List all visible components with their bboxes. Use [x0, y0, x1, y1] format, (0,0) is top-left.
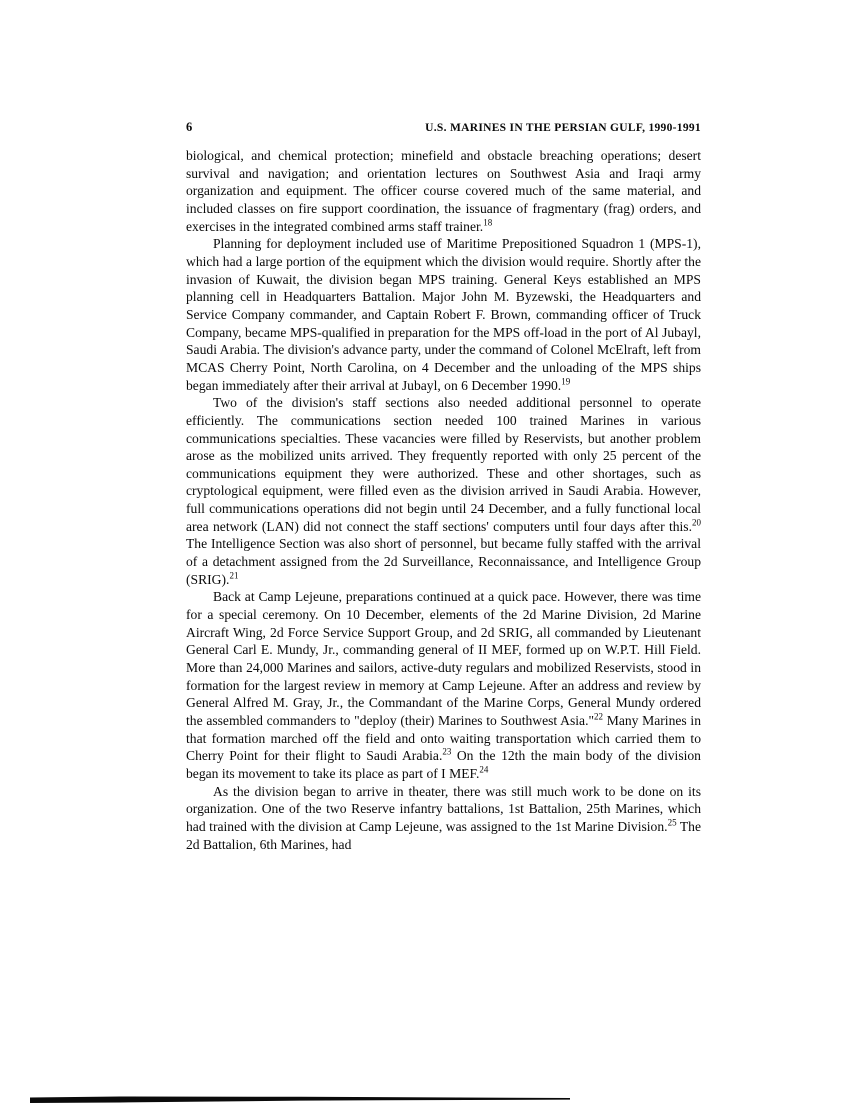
- paragraph: [186, 588, 701, 782]
- paragraph: [186, 783, 701, 854]
- scan-artifact-bar: [0, 1090, 864, 1107]
- footnote-reference: 23: [442, 746, 452, 757]
- paragraph-text: The 2d Battalion, 6th Marines, had: [186, 818, 701, 852]
- paragraph-text: Back at Camp Lejeune, preparations continued at a quick pace. However, there was time for a special ceremony. On 10 December, elements of the 2d Marine Division, 2d Marine Aircraft Wing, 2d Force Service Support Group, and 2d SRIG, all commanded by Lieutenant General Carl E. Mundy, Jr., commanding general of II MEF, formed up on W.P.T. Hill Field. More than 24,000 Marines and sailors, active-duty regulars and mobilized Reservists, stood in formation for the largest review in memory at Camp Lejeune. After an address and review by General Alfred M. Gray, Jr., the Commandant of the Marine Corps, General Mundy ordered the assembled commanders to "deploy (their) Marines to Southwest Asia.": [186, 589, 701, 728]
- page-number: 6: [186, 120, 193, 134]
- text-block: [186, 147, 701, 853]
- running-title: U.S. MARINES IN THE PERSIAN GULF, 1990-1991: [425, 122, 701, 134]
- scan-artifact-bar-shape: [30, 1097, 570, 1104]
- paragraph: [186, 235, 701, 394]
- footnote-reference: 25: [667, 817, 677, 828]
- footnote-reference: 24: [479, 764, 489, 775]
- paragraph: [186, 394, 701, 588]
- footnote-reference: 19: [561, 376, 571, 386]
- footnote-reference: 20: [692, 517, 701, 528]
- footnote-reference: 21: [229, 570, 239, 581]
- paragraph-text: biological, and chemical protection; minefield and obstacle breaching operations; desert survival and navigation; and orientation lectures on Southwest Asia and Iraqi army organization and equipment. The officer course covered much of the same material, and included classes on fire support coordination, the issuance of fragmentary (frag) orders, and exercises in the integrated combined arms staff trainer.: [186, 148, 701, 234]
- paragraph-text: Many Marines in that formation marched off the field and onto waiting transportation which carried them to Cherry Point for their flight to Saudi Arabia.: [186, 713, 701, 764]
- paragraph: [186, 147, 701, 235]
- footnote-reference: 18: [483, 217, 493, 228]
- paragraph-text: As the division began to arrive in theater, there was still much work to be done on its organization. One of the two Reserve infantry battalions, 1st Battalion, 25th Marines, which had trained with the division at Camp Lejeune, was assigned to the 1st Marine Division.: [186, 783, 701, 834]
- running-header: [186, 120, 701, 135]
- paragraph-text: On the 12th the main body of the division began its movement to take its place as part of I MEF.: [186, 748, 701, 781]
- paragraph-text: Planning for deployment included use of Maritime Prepositioned Squadron 1 (MPS-1), which had a large portion of the equipment which the division would require. Shortly after the invasion of Kuwait, the division began MPS training. General Keys established an MPS planning cell in Headquarters Battalion. Major John M. Byzewski, the Headquarters and Service Company commander, and Captain Robert F. Brown, commanding officer of Truck Company, became MPS-qualified in preparation for the MPS off-load in the port of Al Jubayl, Saudi Arabia. The division's advance party, under the command of Colonel McElraft, left from MCAS Cherry Point, North Carolina, on 4 December and the unloading of the MPS ships began immediately after their arrival at Jubayl, on 6 December 1990.: [186, 236, 701, 393]
- paragraph-text: Two of the division's staff sections also needed additional personnel to operate efficiently. The communications section needed 100 trained Marines in various communications specialties. These vacancies were filled by Reservists, but another problem arose as the mobilized units arrived. They frequently reported with only 25 percent of the communications equipment they were authorized. These and other shortages, such as cryptological equipment, were filled even as the division arrived in Saudi Arabia. However, full communications operations did not begin until 24 December, and a fully functional local area network (LAN) did not connect the staff sections' computers until four days after this.: [186, 395, 701, 534]
- footnote-reference: 22: [594, 711, 604, 722]
- paragraph-text: The Intelligence Section was also short of personnel, but became fully staffed with the arrival of a detachment assigned from the 2d Surveillance, Reconnaissance, and Intelligence Group (SRIG).: [186, 536, 701, 587]
